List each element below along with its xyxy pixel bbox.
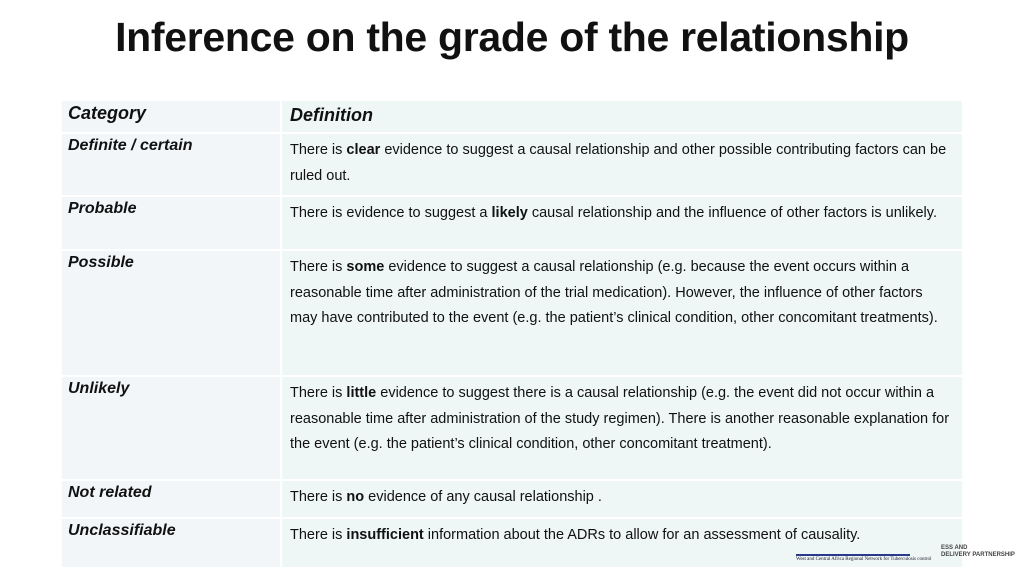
logo-divider (796, 554, 910, 556)
definition-text: There is (290, 526, 347, 543)
definition-text: There is (290, 489, 347, 505)
definition-text: evidence to suggest a causal relationship (e.g. because the event occurs within a reasonable time after administration of the trial medication). However, the influence of other factors may have contributed to the event (e.g. the patient’s clinical condition, other concomitant treatments). (290, 259, 938, 326)
definition-emphasis: clear (346, 142, 381, 158)
definition-text: evidence to suggest there is a causal relationship (e.g. the event did not occur within a reasonable time after administration of the study regimen). There is another reasonable explanation for the event (e.g. the patient’s clinical condition, other concomitant treatment). (290, 385, 950, 452)
definition-cell (281, 376, 962, 480)
partnership-line-1: ESS AND (941, 545, 968, 551)
network-logo (796, 546, 932, 566)
table-row (62, 376, 962, 480)
definition-cell (281, 250, 962, 376)
partnership-logo (941, 545, 1015, 559)
definition-emphasis: likely (491, 205, 528, 221)
category-cell: Definite / certain (62, 133, 281, 196)
definition-text: evidence of any causal relationship . (364, 489, 602, 505)
category-cell: Not related (62, 480, 281, 518)
network-caption: West and Central Africa Regional Network for Tuberculosis control (796, 557, 932, 562)
definition-text: There is evidence to suggest a (290, 205, 492, 221)
definition-cell (281, 196, 962, 250)
causality-table (62, 99, 962, 569)
definition-cell (281, 480, 962, 518)
category-cell: Unclassifiable (62, 518, 281, 568)
page-title: Inference on the grade of the relationship (115, 14, 909, 60)
definition-text: information about the ADRs to allow for an assessment of causality. (423, 526, 861, 543)
table-row (62, 250, 962, 376)
table-row (62, 480, 962, 518)
definition-emphasis: some (346, 259, 385, 275)
definition-emphasis: no (346, 489, 365, 505)
definition-text: There is (290, 259, 347, 275)
partnership-line-2: DELIVERY PARTNERSHIP (941, 552, 1015, 558)
definition-emphasis: insufficient (346, 526, 424, 543)
definition-text: There is (290, 142, 347, 158)
category-cell: Possible (62, 250, 281, 376)
definition-text: evidence to suggest a causal relationship and other possible contributing factors can be ruled out. (290, 142, 947, 184)
definition-text: causal relationship and the influence of other factors is unlikely. (527, 205, 937, 221)
column-header-definition: Definition (281, 100, 962, 133)
category-cell: Probable (62, 196, 281, 250)
category-cell: Unlikely (62, 376, 281, 480)
table-header-row (62, 100, 962, 133)
definition-emphasis: little (346, 385, 377, 401)
table-row (62, 196, 962, 250)
table-row (62, 133, 962, 196)
definition-text: There is (290, 385, 347, 401)
definition-cell (281, 133, 962, 196)
column-header-category: Category (62, 100, 281, 133)
